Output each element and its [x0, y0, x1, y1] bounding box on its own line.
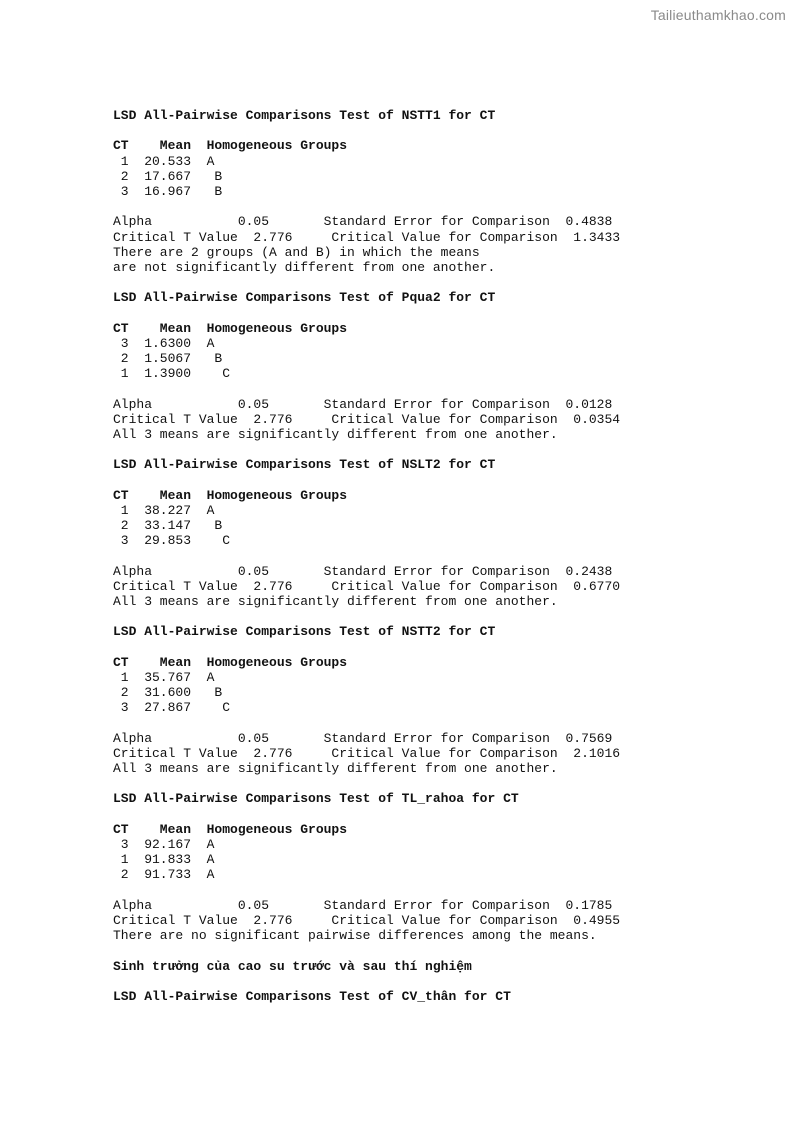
- table-row: 2 17.667 B: [113, 168, 223, 184]
- table-row: 3 27.867 C: [113, 700, 231, 716]
- conclusion-line: All 3 means are significantly different from one another.: [113, 594, 558, 609]
- stat-line-critical: Critical T Value 2.776 Critical Value for Comparison 1.3433: [113, 229, 621, 245]
- subheading: Sinh trưởng của cao su trước và sau thí nghiệm: [113, 958, 472, 974]
- table-row: 1 1.3900 C: [113, 366, 231, 382]
- table-row: 1 91.833 A: [113, 852, 215, 868]
- conclusion-line: There are no significant pairwise differences among the means.: [113, 928, 597, 944]
- table-row: 1 35.767 A: [113, 669, 215, 685]
- stat-line-alpha: Alpha 0.05 Standard Error for Comparison 0.2438: [113, 563, 613, 579]
- conclusion-line: There are 2 groups (A and B) in which the means: [113, 244, 480, 260]
- section-title: LSD All-Pairwise Comparisons Test of CV_thân for CT: [113, 988, 511, 1004]
- section-nstt1: [113, 108, 773, 290]
- table-row: 2 31.600 B: [113, 685, 223, 701]
- section-tl-rahoa: [113, 791, 773, 958]
- table-header: CT Mean Homogeneous Groups: [113, 487, 348, 503]
- stat-line-alpha: Alpha 0.05 Standard Error for Comparison 0.0128: [113, 396, 613, 412]
- section-title: LSD All-Pairwise Comparisons Test of NSTT1 for CT: [113, 108, 496, 123]
- stat-line-alpha: Alpha 0.05 Standard Error for Comparison 0.7569: [113, 730, 613, 746]
- table-row: 1 20.533 A: [113, 153, 215, 169]
- stat-line-critical: Critical T Value 2.776 Critical Value for Comparison 0.4955: [113, 912, 621, 928]
- section-title: LSD All-Pairwise Comparisons Test of TL_rahoa for CT: [113, 791, 519, 807]
- stat-line-critical: Critical T Value 2.776 Critical Value for Comparison 0.0354: [113, 411, 621, 427]
- document-body: [113, 108, 773, 1004]
- section-title: LSD All-Pairwise Comparisons Test of NSTT2 for CT: [113, 624, 496, 640]
- table-row: 2 91.733 A: [113, 867, 215, 883]
- watermark-text: Tailieuthamkhao.com: [650, 7, 786, 23]
- table-row: 3 92.167 A: [113, 837, 215, 852]
- conclusion-line: All 3 means are significantly different from one another.: [113, 761, 558, 777]
- section-nslt2: [113, 457, 773, 624]
- table-row: 2 1.5067 B: [113, 351, 223, 366]
- stat-line-alpha: Alpha 0.05 Standard Error for Comparison 0.4838: [113, 214, 613, 230]
- table-row: 3 16.967 B: [113, 183, 223, 199]
- stat-line-alpha: Alpha 0.05 Standard Error for Comparison 0.1785: [113, 897, 613, 913]
- conclusion-line: are not significantly different from one another.: [113, 259, 496, 275]
- table-row: 3 1.6300 A: [113, 335, 215, 351]
- table-header: CT Mean Homogeneous Groups: [113, 654, 348, 670]
- section-pqua2: [113, 290, 773, 457]
- section-title: LSD All-Pairwise Comparisons Test of NSLT2 for CT: [113, 457, 496, 473]
- table-header: CT Mean Homogeneous Groups: [113, 320, 348, 336]
- stat-line-critical: Critical T Value 2.776 Critical Value for Comparison 0.6770: [113, 578, 621, 594]
- table-header: CT Mean Homogeneous Groups: [113, 138, 348, 154]
- table-row: 3 29.853 C: [113, 533, 231, 549]
- table-header: CT Mean Homogeneous Groups: [113, 821, 348, 837]
- conclusion-line: All 3 means are significantly different from one another.: [113, 426, 558, 442]
- table-row: 1 38.227 A: [113, 502, 215, 518]
- section-title: LSD All-Pairwise Comparisons Test of Pqua2 for CT: [113, 290, 496, 306]
- section-nstt2: [113, 624, 773, 791]
- table-row: 2 33.147 B: [113, 518, 223, 534]
- stat-line-critical: Critical T Value 2.776 Critical Value for Comparison 2.1016: [113, 745, 621, 761]
